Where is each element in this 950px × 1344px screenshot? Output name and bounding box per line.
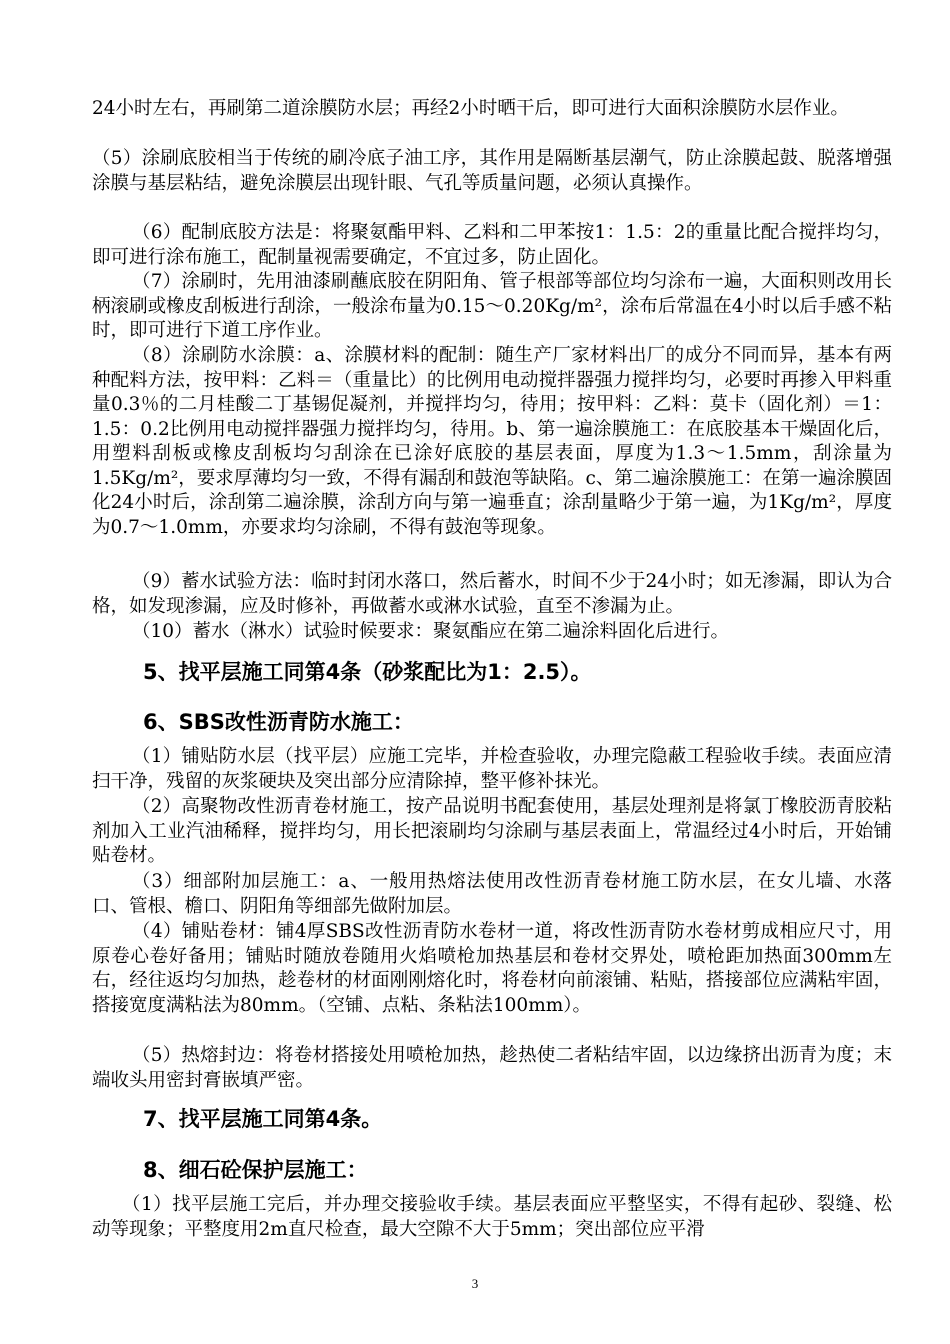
heading-section-5: 5、找平层施工同第4条（砂浆配比为1：2.5）。 [143,660,592,684]
paragraph-sbs-step-4: （4）铺贴卷材：铺4厚SBS改性沥青防水卷材一道，将改性沥青防水卷材剪成相应尺寸，用原卷心卷好备用；铺贴时随放卷随用火焰喷枪加热基层和卷材交界处，喷枪距加热面300mm左右，经往返均匀加热，趁卷材的材面刚刚熔化时，将卷材向前滚铺、粘贴，搭接部位应满粘牢固，搭接宽度满粘法为80mm。（空铺、点粘、条粘法100mm）。 [92,921,892,1016]
paragraph-step-8: （8）涂刷防水涂膜：a、涂膜材料的配制：随生产厂家材料出厂的成分不同而异，基本有两种配料方法，按甲料：乙料＝（重量比）的比例用电动搅拌器强力搅拌均匀，必要时再掺入甲料重量0.3％的二月桂酸二丁基锡促凝剂，并搅拌均匀，待用；按甲料：乙料：莫卡（固化剂）＝1：1.5：0.2比例用电动搅拌器强力搅拌均匀，待用。b、第一遍涂膜施工：在底胶基本干燥固化后，用塑料刮板或橡皮刮板均匀刮涂在已涂好底胶的基层表面，厚度为1.3～1.5mm，刮涂量为1.5Kg/m²，要求厚薄均匀一致，不得有漏刮和鼓泡等缺陷。c、第二遍涂膜施工：在第一遍涂膜固化24小时后，涂刮第二遍涂膜，涂刮方向与第一遍垂直；涂刮量略少于第一遍，为1Kg/m²，厚度为0.7～1.0mm，亦要求均匀涂刷，不得有鼓泡等现象。 [92,345,892,538]
paragraph-step-10: （10）蓄水（淋水）试验时候要求：聚氨酯应在第二遍涂料固化后进行。 [132,621,730,642]
page-number: 3 [471,1276,479,1291]
paragraph-sbs-step-5: （5）热熔封边：将卷材搭接处用喷枪加热，趁热使二者粘结牢固，以边缘挤出沥青为度；末端收头用密封膏嵌填严密。 [92,1045,892,1091]
paragraph-protection-step-1: （1）找平层施工完后，并办理交接验收手续。基层表面应平整坚实，不得有起砂、裂缝、松动等现象；平整度用2m直尺检查，最大空隙不大于5mm；突出部位应平滑 [92,1194,892,1240]
paragraph-step-6: （6）配制底胶方法是：将聚氨酯甲料、乙料和二甲苯按1：1.5：2的重量比配合搅拌均匀，即可进行涂布施工，配制量视需要确定，不宜过多，防止固化。 [92,222,892,268]
heading-section-6: 6、SBS改性沥青防水施工： [143,710,414,734]
paragraph-step-5: （5）涂刷底胶相当于传统的刷冷底子油工序，其作用是隔断基层潮气，防止涂膜起鼓、脱落增强涂膜与基层粘结，避免涂膜层出现针眼、气孔等质量问题，必须认真操作。 [92,148,892,194]
heading-section-7: 7、找平层施工同第4条。 [143,1107,383,1131]
paragraph-sbs-step-3: （3）细部附加层施工：a、一般用热熔法使用改性沥青卷材施工防水层，在女儿墙、水落口、管根、檐口、阴阳角等细部先做附加层。 [92,871,892,917]
paragraph-step-9: （9）蓄水试验方法：临时封闭水落口，然后蓄水，时间不少于24小时；如无渗漏，即认为合格，如发现渗漏，应及时修补，再做蓄水或淋水试验，直至不渗漏为止。 [92,571,892,617]
paragraph-continuation: 24小时左右，再刷第二道涂膜防水层；再经2小时晒干后，即可进行大面积涂膜防水层作业。 [92,98,849,119]
paragraph-sbs-step-2: （2）高聚物改性沥青卷材施工，按产品说明书配套使用，基层处理剂是将氯丁橡胶沥青胶粘剂加入工业汽油稀释，搅拌均匀，用长把滚刷均匀涂刷与基层表面上，常温经过4小时后，开始铺贴卷材。 [92,796,892,866]
paragraph-step-7: （7）涂刷时，先用油漆刷蘸底胶在阴阳角、管子根部等部位均匀涂布一遍，大面积则改用长柄滚刷或橡皮刮板进行刮涂，一般涂布量为0.15～0.20Kg/m²，涂布后常温在4小时以后手感不粘时，即可进行下道工序作业。 [92,271,892,341]
paragraph-sbs-step-1: （1）铺贴防水层（找平层）应施工完毕，并检查验收，办理完隐蔽工程验收手续。表面应清扫干净，残留的灰浆硬块及突出部分应清除掉，整平修补抹光。 [92,746,892,792]
heading-section-8: 8、细石砼保护层施工： [143,1158,368,1182]
